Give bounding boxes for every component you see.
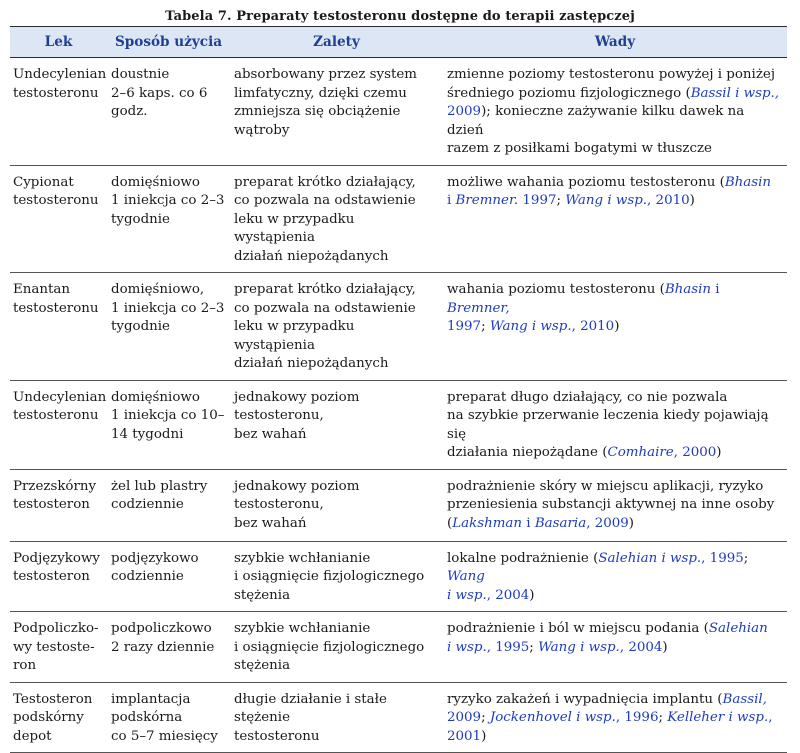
- table-row: [10, 380, 787, 469]
- cell-sposob-line: implantacja: [111, 691, 191, 707]
- cell-wady-line: [447, 140, 783, 159]
- citation-author: Bremner,: [447, 300, 510, 316]
- cell-lek-line: Cypionat: [13, 174, 74, 190]
- cell-zalety-line: co pozwala na odstawienie: [234, 300, 416, 316]
- cell-sposob-line: co 5–7 miesięcy: [111, 728, 218, 744]
- cell-sposob-line: żel lub plastry: [111, 478, 208, 494]
- text-segment: na szybkie przerwanie leczenia kiedy pojawiają się: [447, 408, 769, 442]
- text-segment: razem z posiłkami bogatymi w tłuszcze: [447, 141, 712, 156]
- cell-zalety-line: zmniejsza się obciążenie: [234, 104, 401, 119]
- cell-sposob-line: domięśniowo: [111, 389, 200, 405]
- text-segment: ): [628, 515, 635, 531]
- table-title: Tabela 7. Preparaty testosteronu dostępne do terapii zastępczej: [165, 9, 635, 24]
- cell-lek-line: testosteronu: [13, 193, 99, 208]
- citation-year: 1997: [447, 319, 482, 334]
- citation-author: Wang i wsp.: [538, 639, 620, 655]
- text-segment: ;: [529, 639, 539, 655]
- citation-author: Bhasin: [724, 174, 772, 190]
- cell-sposob-line: domięśniowo,: [111, 282, 205, 297]
- citation-author: Wang i wsp.: [489, 319, 572, 334]
- cell-sposob: [107, 273, 230, 381]
- cell-sposob-line: 2–6 kaps. co 6: [111, 85, 208, 101]
- column-header-lek: Lek: [10, 27, 107, 58]
- cell-zalety: [230, 58, 443, 166]
- text-segment: ;: [481, 319, 490, 334]
- cell-wady-line: [447, 281, 783, 318]
- cell-lek-line: wy testoste-: [13, 639, 95, 655]
- citation-author: Bassil,: [722, 691, 767, 707]
- cell-wady-line: [447, 66, 783, 85]
- cell-zalety: [230, 682, 443, 753]
- cell-zalety: [230, 541, 443, 612]
- cell-wady-line: [447, 550, 783, 587]
- citation-author: Bremner.: [455, 193, 519, 208]
- cell-wady-line: [447, 620, 783, 639]
- citation-year: , 2009: [586, 515, 629, 531]
- cell-wady-line: [447, 318, 783, 337]
- text-segment: ;: [481, 710, 490, 725]
- cell-wady-line: [447, 478, 783, 497]
- cell-sposob-line: godz.: [111, 104, 148, 119]
- table-row: [10, 165, 787, 273]
- citation-author: Kelleher i wsp.: [667, 710, 769, 725]
- citation-author: Wang: [447, 569, 485, 584]
- cell-zalety-line: szybkie wchłanianie: [234, 550, 371, 566]
- cell-lek: [10, 380, 107, 469]
- cell-zalety-line: jednakowy poziom: [234, 478, 360, 494]
- text-segment: podrażnienie i ból w miejscu podania (: [447, 621, 709, 636]
- text-segment: ;: [743, 550, 749, 566]
- citation-year: 2001: [447, 728, 482, 744]
- citation-year: 1997: [518, 193, 557, 208]
- cell-zalety-line: działań niepożądanych: [234, 248, 389, 264]
- cell-lek: [10, 273, 107, 381]
- text-segment: podrażnienie skóry w miejscu aplikacji, ryzyko: [447, 478, 764, 494]
- citation-year: , 1996: [615, 710, 659, 725]
- citation-author: Wang i wsp.: [565, 193, 648, 208]
- citation-year: ,: [768, 710, 773, 725]
- cell-zalety-line: preparat krótko działający,: [234, 282, 416, 297]
- cell-wady-line: [447, 587, 783, 606]
- cell-wady-line: [447, 174, 783, 193]
- cell-wady-line: [447, 639, 783, 658]
- cell-wady: [443, 541, 787, 612]
- cell-zalety-line: i osiągnięcie fizjologicznego: [234, 639, 425, 655]
- citation-author: i wsp.: [447, 587, 487, 603]
- text-segment: możliwe wahania poziomu testosteronu (: [447, 174, 725, 190]
- cell-lek-line: testosteronu: [13, 300, 99, 316]
- cell-wady: [443, 58, 787, 166]
- cell-zalety-line: długie działanie i stałe stężenie: [234, 691, 387, 725]
- column-header-wady: Wady: [443, 27, 787, 58]
- cell-wady-line: [447, 728, 783, 747]
- text-segment: średniego poziomu fizjologicznego (: [447, 85, 691, 101]
- citation-year: , 1995: [486, 639, 530, 655]
- citation-year: , 1995: [701, 550, 744, 566]
- cell-sposob-line: codziennie: [111, 569, 184, 584]
- cell-zalety: [230, 380, 443, 469]
- cell-wady-line: [447, 85, 783, 104]
- cell-sposob-line: domięśniowo: [111, 174, 200, 190]
- cell-lek: [10, 58, 107, 166]
- cell-lek-line: Podpoliczko-: [13, 621, 99, 636]
- cell-lek-line: testosteronu: [13, 408, 99, 423]
- citation-year: i: [711, 282, 720, 297]
- cell-zalety: [230, 165, 443, 273]
- cell-wady-line: [447, 407, 783, 444]
- cell-lek: [10, 612, 107, 683]
- citation-author: Comhaire: [607, 445, 674, 460]
- cell-wady: [443, 469, 787, 541]
- cell-lek-line: ron: [13, 658, 37, 673]
- citation-year: i: [447, 193, 456, 208]
- text-segment: ;: [556, 193, 566, 208]
- cell-zalety-line: leku w przypadku wystąpienia: [234, 211, 355, 245]
- table-row: [10, 541, 787, 612]
- column-header-sposob: Sposób użycia: [107, 27, 230, 58]
- cell-wady-line: [447, 444, 783, 463]
- cell-sposob-line: 1 iniekcja co 2–3: [111, 193, 225, 208]
- cell-zalety-line: i osiągnięcie fizjologicznego: [234, 569, 425, 584]
- text-segment: ): [481, 728, 487, 744]
- cell-sposob: [107, 165, 230, 273]
- text-segment: ): [689, 193, 695, 208]
- citation-author: Lakshman: [452, 515, 523, 531]
- citation-year: , 2010: [571, 319, 615, 334]
- citation-year: , 2004: [486, 587, 530, 603]
- table-row: [10, 469, 787, 541]
- column-header-zalety: Zalety: [230, 27, 443, 58]
- cell-sposob-line: 1 iniekcja co 2–3: [111, 300, 225, 316]
- cell-lek: [10, 469, 107, 541]
- cell-sposob-line: podjęzykowo: [111, 550, 199, 566]
- cell-sposob-line: codziennie: [111, 497, 184, 512]
- citation-year: 2009: [447, 104, 482, 119]
- citation-author: Basaria: [534, 515, 587, 531]
- cell-sposob-line: 14 tygodni: [111, 426, 184, 442]
- cell-lek-line: testosteron: [13, 497, 90, 512]
- text-segment: ): [716, 445, 722, 460]
- cell-wady-line: [447, 515, 783, 534]
- cell-wady-line: [447, 496, 783, 515]
- cell-sposob-line: podpoliczkowo: [111, 621, 212, 636]
- cell-sposob: [107, 469, 230, 541]
- cell-zalety: [230, 273, 443, 381]
- cell-sposob-line: 1 iniekcja co 10–: [111, 408, 225, 423]
- cell-zalety-line: testosteronu,: [234, 497, 324, 512]
- cell-zalety-line: preparat krótko działający,: [234, 174, 416, 190]
- cell-zalety: [230, 612, 443, 683]
- text-segment: ): [529, 587, 535, 603]
- testosterone-table: [10, 26, 787, 753]
- text-segment: ;: [658, 710, 668, 725]
- table-row: [10, 612, 787, 683]
- cell-lek: [10, 541, 107, 612]
- text-segment: ); konieczne zażywanie kilku dawek na dzień: [447, 104, 745, 138]
- citation-year: 2009: [447, 710, 482, 725]
- cell-wady: [443, 682, 787, 753]
- cell-lek-line: Testosteron: [13, 691, 93, 707]
- table-header-row: [10, 27, 787, 58]
- cell-zalety-line: szybkie wchłanianie: [234, 621, 371, 636]
- cell-lek-line: depot: [13, 728, 52, 744]
- cell-sposob: [107, 380, 230, 469]
- citation-author: Bassil i wsp.,: [690, 85, 780, 101]
- cell-sposob-line: doustnie: [111, 67, 170, 82]
- cell-lek-line: testosteronu: [13, 85, 99, 101]
- cell-lek-line: Undecylenian: [13, 389, 107, 405]
- cell-sposob: [107, 541, 230, 612]
- cell-zalety-line: testosteronu,: [234, 408, 324, 423]
- citation-year: , 2004: [619, 639, 663, 655]
- cell-zalety-line: stężenia: [234, 658, 291, 673]
- cell-wady: [443, 380, 787, 469]
- cell-zalety-line: limfatyczny, dzięki czemu: [234, 85, 407, 101]
- cell-lek: [10, 682, 107, 753]
- text-segment: ryzyko zakażeń i wypadnięcia implantu (: [447, 691, 723, 707]
- cell-zalety-line: co pozwala na odstawienie: [234, 193, 416, 208]
- cell-zalety-line: bez wahań: [234, 515, 307, 531]
- table-body: [10, 58, 787, 753]
- cell-zalety: [230, 469, 443, 541]
- cell-wady: [443, 165, 787, 273]
- cell-sposob: [107, 58, 230, 166]
- text-segment: zmienne poziomy testosteronu powyżej i poniżej: [447, 67, 775, 82]
- cell-wady-line: [447, 192, 783, 211]
- citation-year: , 2010: [647, 193, 690, 208]
- cell-wady-line: [447, 691, 783, 710]
- text-segment: działania niepożądane (: [447, 445, 608, 460]
- citation-author: Bhasin: [664, 282, 712, 297]
- cell-sposob: [107, 682, 230, 753]
- cell-zalety-line: absorbowany przez system: [234, 67, 417, 82]
- text-segment: przeniesienia substancji aktywnej na inne osoby: [447, 497, 775, 512]
- cell-zalety-line: leku w przypadku wystąpienia: [234, 319, 355, 353]
- text-segment: preparat długo działający, co nie pozwala: [447, 389, 728, 405]
- cell-zalety-line: wątroby: [234, 122, 290, 138]
- cell-zalety-line: testosteronu: [234, 728, 320, 744]
- cell-wady-line: [447, 389, 783, 408]
- cell-zalety-line: stężenia: [234, 587, 291, 603]
- cell-zalety-line: działań niepożądanych: [234, 356, 389, 371]
- cell-wady-line: [447, 103, 783, 140]
- table-row: [10, 58, 787, 166]
- cell-lek-line: Enantan: [13, 282, 70, 297]
- citation-year: i: [522, 515, 535, 531]
- cell-sposob-line: podskórna: [111, 710, 183, 725]
- citation-author: Salehian i wsp.: [598, 550, 702, 566]
- cell-zalety-line: jednakowy poziom: [234, 389, 360, 405]
- table-row: [10, 273, 787, 381]
- cell-sposob-line: tygodnie: [111, 211, 170, 227]
- cell-sposob-line: 2 razy dziennie: [111, 639, 215, 655]
- cell-lek: [10, 165, 107, 273]
- citation-author: i wsp.: [447, 639, 487, 655]
- citation-author: Salehian: [708, 621, 768, 636]
- cell-lek-line: Undecylenian: [13, 67, 107, 82]
- cell-lek-line: Podjęzykowy: [13, 550, 100, 566]
- cell-lek-line: testosteron: [13, 569, 90, 584]
- cell-wady: [443, 612, 787, 683]
- cell-sposob-line: tygodnie: [111, 319, 170, 334]
- cell-zalety-line: bez wahań: [234, 426, 307, 442]
- cell-lek-line: Przezskórny: [13, 478, 97, 494]
- text-segment: wahania poziomu testosteronu (: [447, 282, 665, 297]
- cell-lek-line: podskórny: [13, 710, 84, 725]
- text-segment: lokalne podrażnienie (: [447, 550, 599, 566]
- cell-sposob: [107, 612, 230, 683]
- table-row: [10, 682, 787, 753]
- text-segment: (: [447, 515, 453, 531]
- text-segment: ): [614, 319, 620, 334]
- citation-author: Jockenhovel i wsp.: [489, 710, 616, 725]
- text-segment: ): [662, 639, 668, 655]
- citation-year: , 2000: [673, 445, 717, 460]
- cell-wady: [443, 273, 787, 381]
- cell-wady-line: [447, 709, 783, 728]
